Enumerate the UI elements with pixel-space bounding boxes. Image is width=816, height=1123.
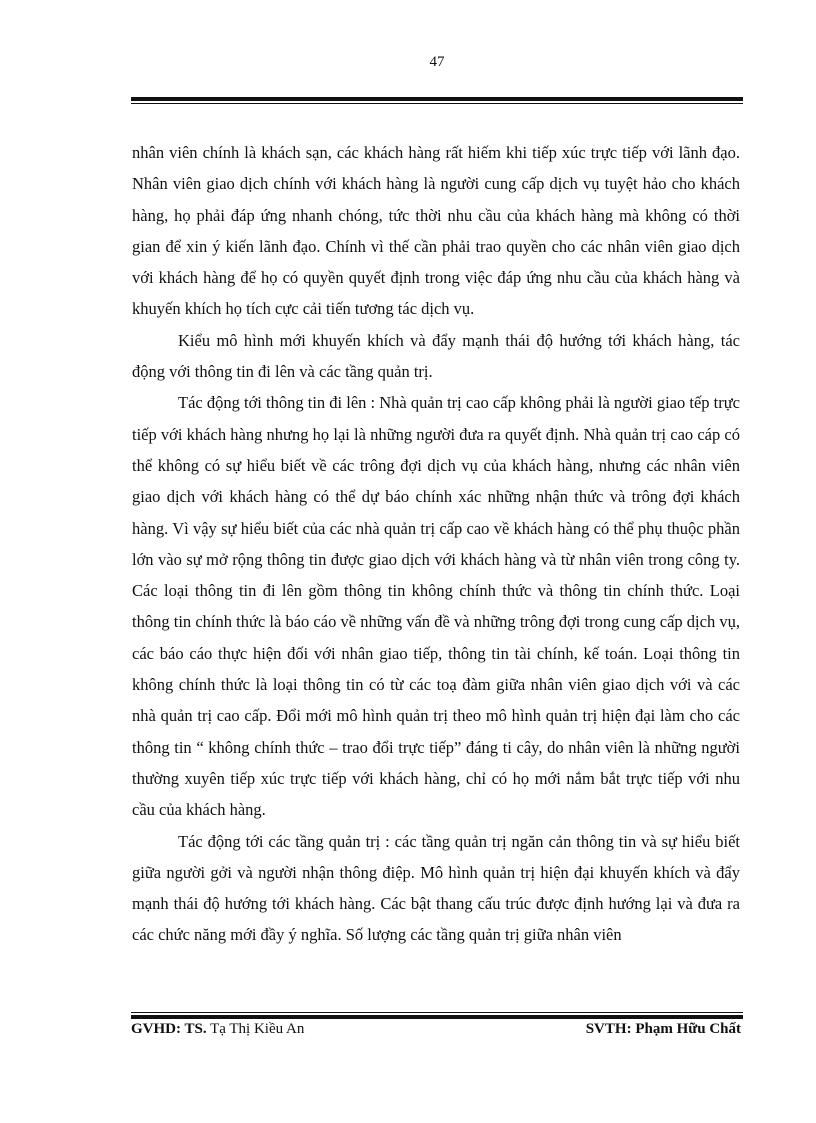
footer-student-label: SVTH: <box>585 1021 632 1037</box>
page-number: 47 <box>429 54 445 70</box>
footer-student <box>586 1021 741 1038</box>
footer-advisor-name: Tạ Thị Kiều An <box>210 1021 305 1037</box>
footer-divider-thick <box>131 1015 743 1019</box>
footer-advisor-label: GVHD: TS. <box>131 1021 207 1037</box>
footer-student-name: Phạm Hữu Chất <box>635 1021 741 1037</box>
header-divider-thin <box>131 103 743 104</box>
header-divider <box>131 97 743 104</box>
document-body <box>132 137 740 951</box>
header-divider-thick <box>131 97 743 101</box>
paragraph-4: Tác động tới các tầng quản trị : các tầng quản trị ngăn cản thông tin và sự hiểu biết giữa người gởi và người nhận thông điệp. Mô hình quản trị hiện đại khuyến khích và đẩy mạnh thái độ hướng tới khách hàng. Các bật thang cấu trúc được định hướng lại và đưa ra các chức năng mới đầy ý nghĩa. Số lượng các tầng quản trị giữa nhân viên <box>132 831 740 945</box>
paragraph-1: nhân viên chính là khách sạn, các khách hàng rất hiếm khi tiếp xúc trực tiếp với lãnh đạo. Nhân viên giao dịch chính với khách hàng là người cung cấp dịch vụ tuyệt hảo cho khách hàng, họ phải đáp ứng nhanh chóng, tức thời nhu cầu của khách hàng mà không có thời gian để xin ý kiến lãnh đạo. Chính vì thế cần phải trao quyền cho các nhân viên giao dịch với khách hàng để họ có quyền quyết định trong việc đáp ứng nhu cầu của khách hàng và khuyến khích họ tích cực cải tiến tương tác dịch vụ. <box>132 143 740 319</box>
paragraph-3: Tác động tới thông tin đi lên : Nhà quản trị cao cấp không phải là người giao tếp trực tiếp với khách hàng nhưng họ lại là những người đưa ra quyết định. Nhà quản trị cao cáp có thể không có sự hiểu biết về các trông đợi dịch vụ của khách hàng, nhưng các nhân viên giao dịch với khách hàng có thể dự báo chính xác những nhận thức và trông đợi khách hàng. Vì vậy sự hiểu biết của các nhà quản trị cấp cao về khách hàng có thể phụ thuộc phần lớn vào sự mở rộng thông tin được giao dịch với khách hàng và từ nhân viên trong công ty. Các loại thông tin đi lên gồm thông tin không chính thức và thông tin chính thức. Loại thông tin chính thức là báo cáo về những vấn đề và những trông đợi trong cung cấp dịch vụ, các báo cáo thực hiện đối với nhân giao tiếp, thông tin tài chính, kế toán. Loại thông tin không chính thức là loại thông tin có từ các toạ đàm giữa nhân viên giao dịch với và các nhà quản trị cao cấp. Đổi mới mô hình quản trị theo mô hình quản trị hiện đại làm cho các thông tin “ không chính thức – trao đổi trực tiếp” đáng ti cây, do nhân viên là những người thường xuyên tiếp xúc trực tiếp với khách hàng, chỉ có họ mới nắm bắt trực tiếp với nhu cầu của khách hàng. <box>132 393 740 820</box>
footer-divider <box>131 1012 743 1019</box>
footer-advisor <box>131 1021 304 1038</box>
paragraph-2: Kiểu mô hình mới khuyến khích và đẩy mạnh thái độ hướng tới khách hàng, tác động với thông tin đi lên và các tầng quản trị. <box>132 330 740 382</box>
footer-divider-thin <box>131 1012 743 1013</box>
